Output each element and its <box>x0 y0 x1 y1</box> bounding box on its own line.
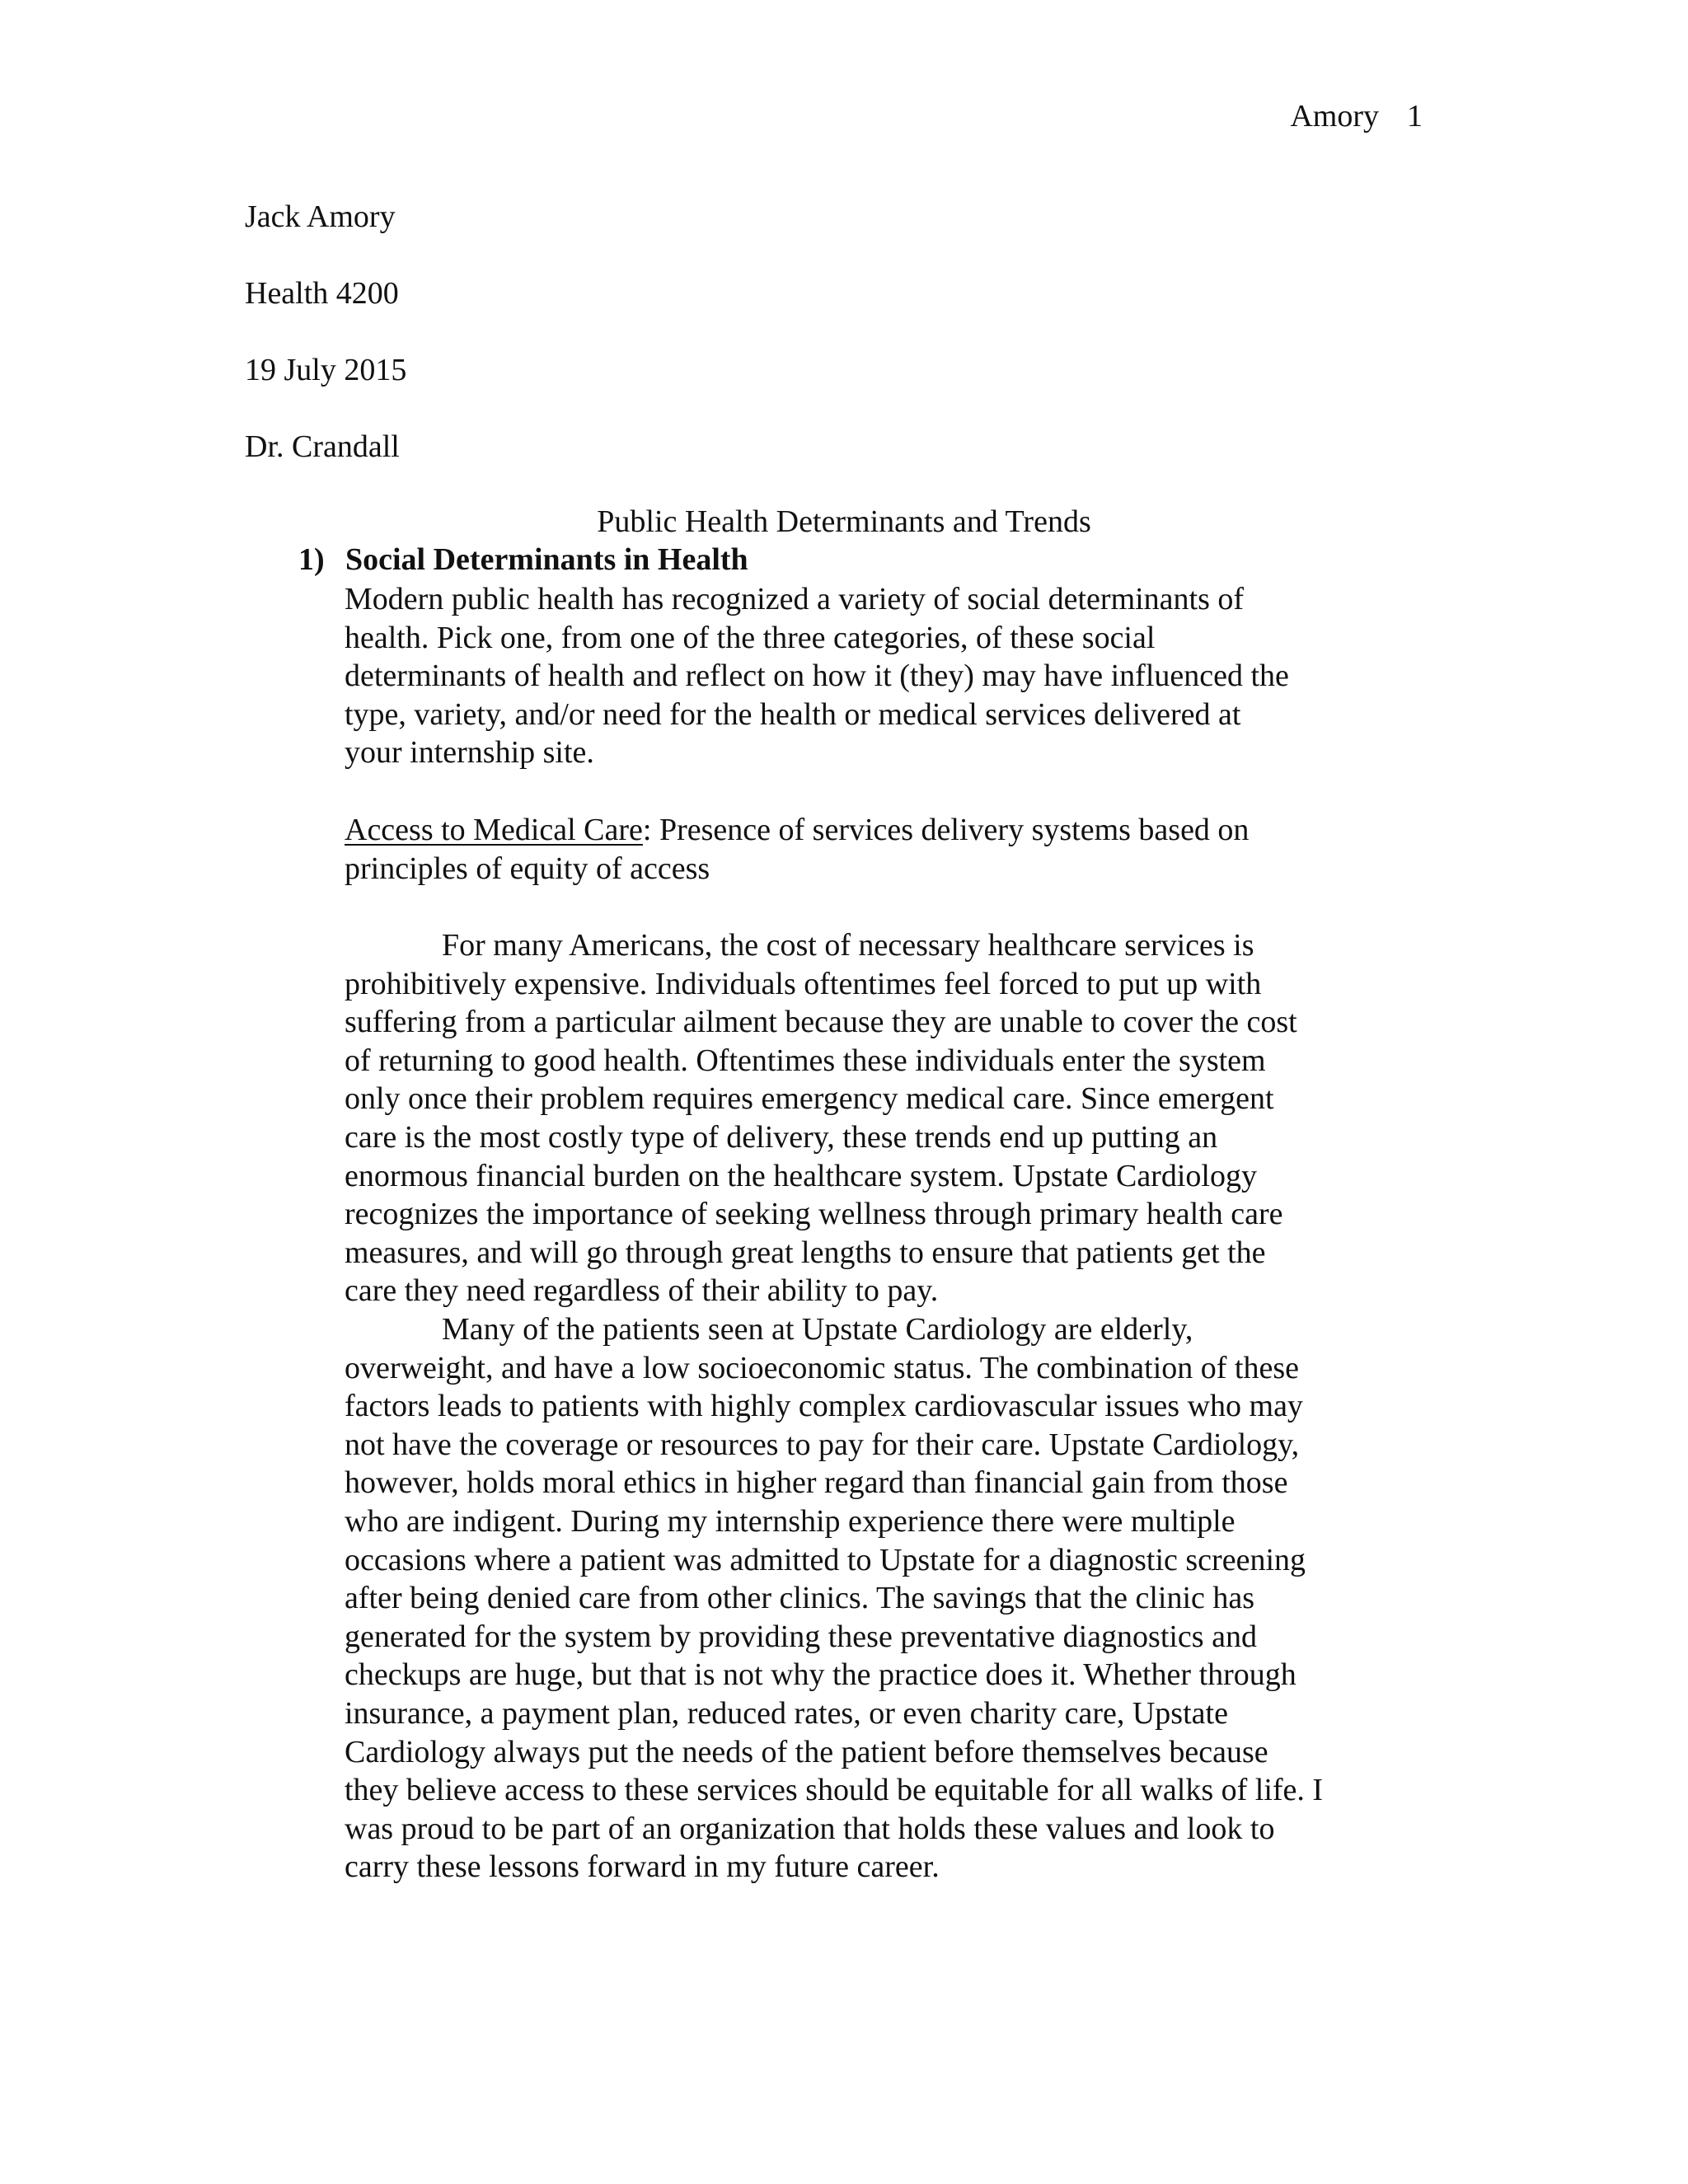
paragraph-line: only once their problem requires emergency medical care. Since emergent <box>345 1081 1274 1117</box>
section-heading <box>298 541 1436 579</box>
mla-heading <box>245 198 406 504</box>
paragraph-line: occasions where a patient was admitted to Upstate for a diagnostic screening <box>345 1542 1306 1577</box>
paragraph-line: overweight, and have a low socioeconomic status. The combination of these <box>345 1350 1299 1385</box>
prompt-text <box>345 580 1441 772</box>
paragraph-line: measures, and will go through great lengths to ensure that patients get the <box>345 1235 1266 1270</box>
topic-line: principles of equity of access <box>345 851 710 886</box>
paragraph-line: prohibitively expensive. Individuals oftentimes feel forced to put up with <box>345 966 1262 1001</box>
prompt-line: Modern public health has recognized a variety of social determinants of <box>345 582 1245 616</box>
paragraph-line: they believe access to these services should be equitable for all walks of life. I <box>345 1773 1324 1808</box>
paragraph-line: generated for the system by providing these preventative diagnostics and <box>345 1619 1257 1654</box>
header-surname: Amory <box>1290 99 1379 134</box>
paragraph-line: however, holds moral ethics in higher regard than financial gain from those <box>345 1465 1288 1501</box>
paragraph-line: recognizes the importance of seeking wellness through primary health care <box>345 1197 1283 1232</box>
paragraph-line: carry these lessons forward in my future career. <box>345 1849 940 1885</box>
prompt-line: determinants of health and reflect on how it (they) may have influenced the <box>345 658 1289 694</box>
paragraph-line: factors leads to patients with highly complex cardiovascular issues who may <box>345 1389 1303 1424</box>
paragraph-1 <box>345 926 1441 1310</box>
paragraph-line: Cardiology always put the needs of the patient before themselves because <box>345 1734 1268 1769</box>
paragraph-line: enormous financial burden on the healthcare system. Upstate Cardiology <box>345 1158 1257 1193</box>
author-name: Jack Amory <box>245 199 396 234</box>
prompt-line: type, variety, and/or need for the health or medical services delivered at <box>345 696 1241 732</box>
paragraph-line: care they need regardless of their ability to pay. <box>345 1273 939 1309</box>
paragraph-line: not have the coverage or resources to pay for their care. Upstate Cardiology, <box>345 1427 1300 1462</box>
prompt-line: health. Pick one, from one of the three categories, of these social <box>345 620 1156 655</box>
page-number: 1 <box>1407 99 1423 134</box>
section-title: Social Determinants in Health <box>345 542 748 577</box>
paragraph-line: suffering from a particular ailment because they are unable to cover the cost <box>345 1005 1297 1040</box>
document-date: 19 July 2015 <box>245 353 407 387</box>
topic-line <box>345 811 1441 850</box>
paragraph-line: checkups are huge, but that is not why the practice does it. Whether through <box>345 1657 1296 1693</box>
paragraph-line: Many of the patients seen at Upstate Cardiology are elderly, <box>442 1312 1193 1347</box>
paragraph-line: of returning to good health. Oftentimes these individuals enter the system <box>345 1043 1266 1078</box>
topic-block <box>345 811 1441 888</box>
course-name: Health 4200 <box>245 276 399 311</box>
section-number: 1) <box>298 542 325 577</box>
prompt-line: your internship site. <box>345 735 594 771</box>
paragraph-line: insurance, a payment plan, reduced rates, or even charity care, Upstate <box>345 1695 1228 1731</box>
instructor-name: Dr. Crandall <box>245 429 400 464</box>
paragraph-2 <box>345 1310 1441 1886</box>
paragraph-line: who are indigent. During my internship experience there were multiple <box>345 1503 1236 1539</box>
paragraph-line: was proud to be part of an organization that holds these values and look to <box>345 1811 1275 1846</box>
document-title: Public Health Determinants and Trends <box>597 504 1091 539</box>
paragraph-line: For many Americans, the cost of necessary healthcare services is <box>442 928 1254 963</box>
running-header <box>1290 97 1423 135</box>
topic-label: Access to Medical Care <box>345 813 643 847</box>
topic-text: : Presence of services delivery systems based on <box>642 813 1250 847</box>
paragraph-line: care is the most costly type of delivery, these trends end up putting an <box>345 1119 1218 1155</box>
paragraph-line: after being denied care from other clinics. The savings that the clinic has <box>345 1581 1255 1616</box>
